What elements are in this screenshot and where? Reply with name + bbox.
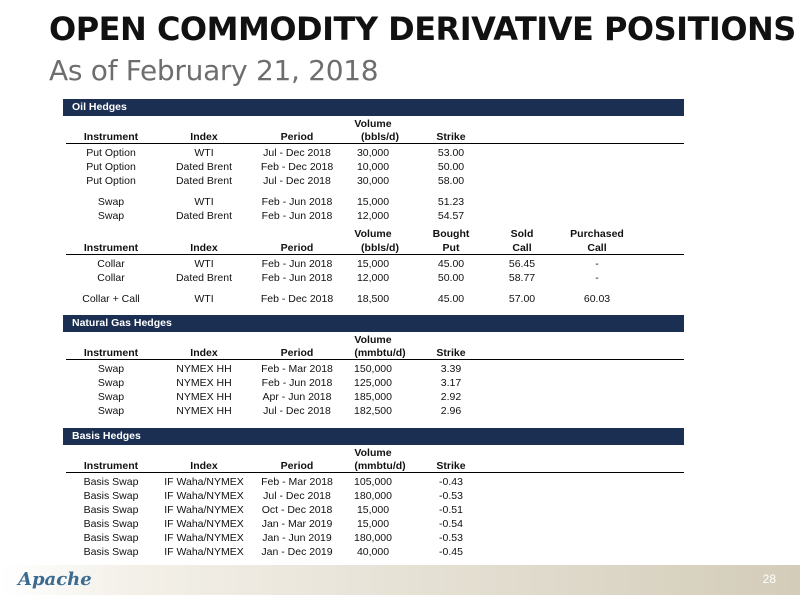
gas-row-strike-cell: 2.92	[440, 391, 462, 403]
gas-row-index-cell: NYMEX HH	[176, 391, 232, 403]
oil-row-strike-cell: 58.00	[437, 175, 465, 187]
basis-row-instrument-cell: Basis Swap	[83, 532, 139, 544]
basis-header-period: Period	[280, 460, 314, 472]
basis-header-volume-unit: (mmbtu/d)	[354, 460, 406, 472]
oil-row-instrument-cell: Swap	[97, 210, 125, 222]
oil-row-instrument-cell: Swap	[97, 196, 125, 208]
collar-row-index-cell: Dated Brent	[175, 272, 233, 284]
basis-row-period-cell: Jan - Dec 2019	[261, 546, 333, 558]
basis-row-volume-cell: 40,000	[356, 546, 390, 558]
basis-hedges-header: Basis Hedges	[63, 428, 684, 445]
oil-row-volume-cell: 12,000	[356, 210, 390, 222]
basis-row-instrument-cell: Basis Swap	[83, 546, 139, 558]
oil-row-index-cell: WTI	[194, 196, 214, 208]
gas-row-period-cell: Apr - Jun 2018	[262, 391, 332, 403]
oil-row-period-cell: Feb - Jun 2018	[261, 210, 333, 222]
gas-header-volume-unit: (mmbtu/d)	[354, 347, 406, 359]
collar-row-period-cell: Feb - Jun 2018	[261, 258, 333, 270]
gas-header-index: Index	[190, 347, 218, 359]
page-subtitle: As of February 21, 2018	[49, 54, 379, 87]
gas-hedges-header: Natural Gas Hedges	[63, 315, 684, 332]
collar-row-sold-call-cell: 56.45	[508, 258, 536, 270]
gas-row-index-cell: NYMEX HH	[176, 363, 232, 375]
oil-header-instrument: Instrument	[83, 131, 139, 143]
collar-header-period: Period	[280, 242, 314, 254]
basis-row-index-cell: IF Waha/NYMEX	[164, 490, 244, 502]
collar-header-instrument: Instrument	[83, 242, 139, 254]
collar-row-purchased-call-cell: -	[595, 272, 599, 284]
gas-header-period: Period	[280, 347, 314, 359]
collar-row-volume-cell: 12,000	[356, 272, 390, 284]
oil-row-index-cell: Dated Brent	[175, 161, 233, 173]
oil-row-strike-cell: 50.00	[437, 161, 465, 173]
oil-header-volume-top: Volume	[354, 118, 392, 130]
gas-row-volume-cell: 125,000	[354, 377, 392, 389]
page-number: 28	[762, 572, 776, 586]
gas-row-instrument-cell: Swap	[97, 405, 125, 417]
oil-row-strike-cell: 54.57	[437, 210, 465, 222]
oil-row-volume-cell: 30,000	[356, 147, 390, 159]
collar-header-index: Index	[190, 242, 218, 254]
oil-row-period-cell: Jul - Dec 2018	[263, 175, 331, 187]
collar-row-instrument-cell: Collar	[97, 272, 125, 284]
gas-row-index-cell: NYMEX HH	[176, 377, 232, 389]
basis-row-index-cell: IF Waha/NYMEX	[164, 504, 244, 516]
gas-header-strike: Strike	[436, 347, 466, 359]
basis-row-instrument-cell: Basis Swap	[83, 504, 139, 516]
oil-row-volume-cell: 15,000	[356, 196, 390, 208]
gas-header-rule	[66, 359, 684, 360]
oil-row-volume-cell: 10,000	[356, 161, 390, 173]
collar-row-bought-put-cell: 45.00	[437, 293, 465, 305]
basis-row-instrument-cell: Basis Swap	[83, 490, 139, 502]
gas-row-period-cell: Feb - Jun 2018	[261, 377, 333, 389]
gas-header-volume-top: Volume	[354, 334, 392, 346]
basis-row-strike-cell: -0.45	[439, 546, 463, 558]
gas-row-strike-cell: 3.17	[440, 377, 462, 389]
basis-row-strike-cell: -0.51	[439, 504, 463, 516]
basis-header-volume-top: Volume	[354, 447, 392, 459]
collar-row-instrument-cell: Collar	[97, 258, 125, 270]
gas-row-volume-cell: 150,000	[354, 363, 392, 375]
collar-row-sold-call-cell: 57.00	[508, 293, 536, 305]
oil-row-index-cell: Dated Brent	[175, 210, 233, 222]
oil-row-index-cell: WTI	[194, 147, 214, 159]
collar-row-bought-put-cell: 50.00	[437, 272, 465, 284]
collar-row-sold-call-cell: 58.77	[508, 272, 536, 284]
oil-row-volume-cell: 30,000	[356, 175, 390, 187]
collar-header-purchased-bottom: Call	[587, 242, 607, 254]
basis-row-period-cell: Jul - Dec 2018	[263, 490, 331, 502]
oil-row-period-cell: Feb - Jun 2018	[261, 196, 333, 208]
oil-row-strike-cell: 51.23	[437, 196, 465, 208]
oil-hedges-header: Oil Hedges	[63, 99, 684, 116]
collar-header-purchased-top: Purchased	[570, 228, 624, 240]
basis-row-strike-cell: -0.53	[439, 490, 463, 502]
collar-header-sold-bottom: Call	[512, 242, 532, 254]
basis-row-period-cell: Jan - Jun 2019	[262, 532, 332, 544]
collar-row-index-cell: WTI	[194, 258, 214, 270]
gas-row-instrument-cell: Swap	[97, 377, 125, 389]
collar-row-volume-cell: 18,500	[356, 293, 390, 305]
gas-row-instrument-cell: Swap	[97, 391, 125, 403]
basis-header-strike: Strike	[436, 460, 466, 472]
gas-row-instrument-cell: Swap	[97, 363, 125, 375]
footer-band	[0, 565, 800, 595]
collar-row-volume-cell: 15,000	[356, 258, 390, 270]
gas-row-period-cell: Feb - Mar 2018	[261, 363, 333, 375]
oil-header-volume-unit: (bbls/d)	[361, 131, 399, 143]
gas-row-volume-cell: 185,000	[354, 391, 392, 403]
basis-header-instrument: Instrument	[83, 460, 139, 472]
collar-row-purchased-call-cell: -	[595, 258, 599, 270]
basis-row-volume-cell: 180,000	[354, 490, 392, 502]
basis-row-volume-cell: 105,000	[354, 476, 392, 488]
basis-row-period-cell: Jan - Mar 2019	[261, 518, 333, 530]
oil-header-period: Period	[280, 131, 314, 143]
oil-row-strike-cell: 53.00	[437, 147, 465, 159]
collar-header-volume-unit: (bbls/d)	[361, 242, 399, 254]
gas-row-period-cell: Jul - Dec 2018	[263, 405, 331, 417]
gas-header-instrument: Instrument	[83, 347, 139, 359]
basis-row-volume-cell: 180,000	[354, 532, 392, 544]
collar-header-rule	[66, 254, 684, 255]
basis-row-index-cell: IF Waha/NYMEX	[164, 518, 244, 530]
collar-row-index-cell: WTI	[194, 293, 214, 305]
collar-header-sold-top: Sold	[510, 228, 534, 240]
oil-row-instrument-cell: Put Option	[86, 175, 136, 187]
gas-row-index-cell: NYMEX HH	[176, 405, 232, 417]
basis-row-instrument-cell: Basis Swap	[83, 476, 139, 488]
basis-row-strike-cell: -0.43	[439, 476, 463, 488]
basis-header-rule	[66, 472, 684, 473]
gas-row-strike-cell: 2.96	[440, 405, 462, 417]
basis-row-index-cell: IF Waha/NYMEX	[164, 476, 244, 488]
basis-row-index-cell: IF Waha/NYMEX	[164, 546, 244, 558]
oil-row-instrument-cell: Put Option	[86, 147, 136, 159]
basis-row-index-cell: IF Waha/NYMEX	[164, 532, 244, 544]
collar-row-purchased-call-cell: 60.03	[583, 293, 611, 305]
collar-row-period-cell: Feb - Dec 2018	[260, 293, 334, 305]
collar-row-instrument-cell: Collar + Call	[82, 293, 140, 305]
basis-row-volume-cell: 15,000	[356, 504, 390, 516]
gas-row-volume-cell: 182,500	[354, 405, 392, 417]
collar-row-period-cell: Feb - Jun 2018	[261, 272, 333, 284]
basis-row-period-cell: Feb - Mar 2018	[261, 476, 333, 488]
oil-header-index: Index	[190, 131, 218, 143]
collar-row-bought-put-cell: 45.00	[437, 258, 465, 270]
basis-row-period-cell: Oct - Dec 2018	[261, 504, 333, 516]
basis-row-instrument-cell: Basis Swap	[83, 518, 139, 530]
oil-header-rule	[66, 143, 684, 144]
oil-header-strike: Strike	[436, 131, 466, 143]
oil-row-instrument-cell: Put Option	[86, 161, 136, 173]
collar-header-bought-bottom: Put	[442, 242, 460, 254]
basis-row-strike-cell: -0.54	[439, 518, 463, 530]
oil-row-period-cell: Jul - Dec 2018	[263, 147, 331, 159]
collar-header-volume-top: Volume	[354, 228, 392, 240]
basis-row-strike-cell: -0.53	[439, 532, 463, 544]
page-title: OPEN COMMODITY DERIVATIVE POSITIONS	[49, 10, 796, 48]
apache-logo: Apache	[18, 569, 92, 590]
basis-row-volume-cell: 15,000	[356, 518, 390, 530]
oil-row-period-cell: Feb - Dec 2018	[260, 161, 334, 173]
oil-row-index-cell: Dated Brent	[175, 175, 233, 187]
collar-header-bought-top: Bought	[432, 228, 470, 240]
gas-row-strike-cell: 3.39	[440, 363, 462, 375]
basis-header-index: Index	[190, 460, 218, 472]
